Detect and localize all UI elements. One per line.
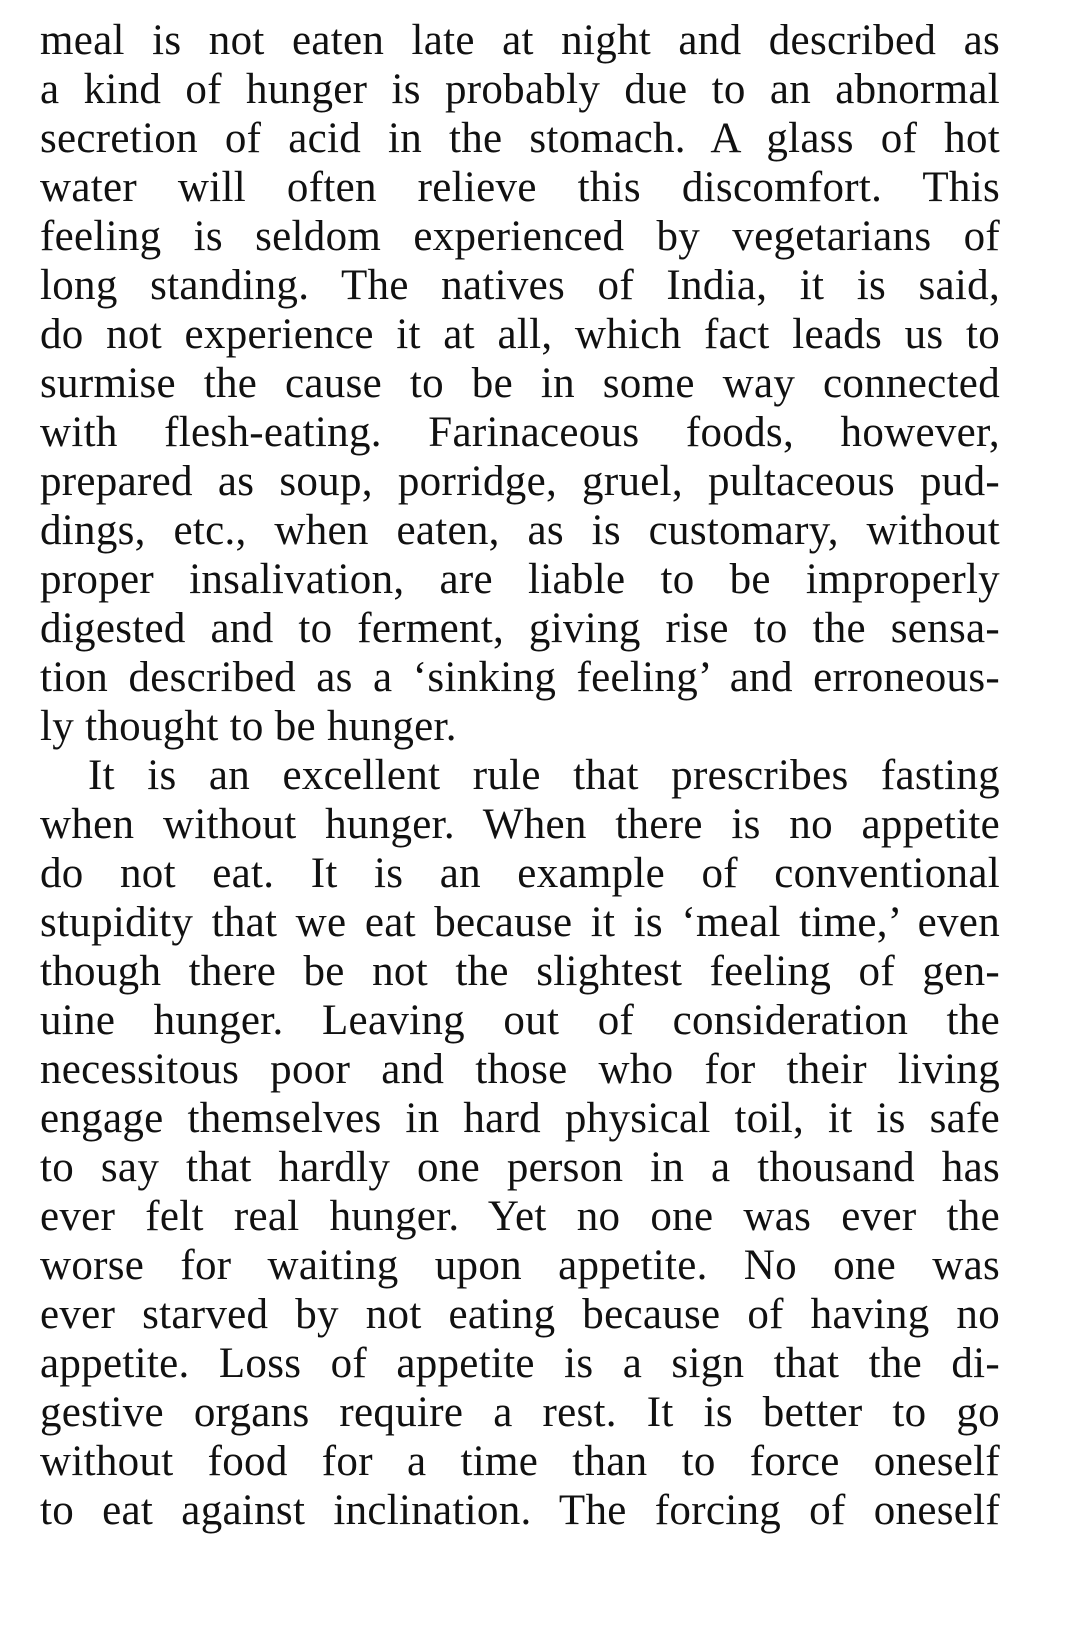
text-line: do not experience it at all, which fact leads us to (40, 311, 1000, 358)
page-text (40, 16, 1000, 1535)
paragraph-1 (40, 16, 1000, 751)
text-line: necessitous poor and those who for their living (40, 1046, 1000, 1093)
text-line: uine hunger. Leaving out of consideration the (40, 997, 1000, 1044)
text-line: to say that hardly one person in a thousand has (40, 1144, 1000, 1191)
text-line: It is an excellent rule that prescribes fasting (88, 752, 1000, 799)
text-line: without food for a time than to force oneself (40, 1438, 1000, 1485)
text-line: ever felt real hunger. Yet no one was ever the (40, 1193, 1000, 1240)
text-line: surmise the cause to be in some way connected (40, 360, 1000, 407)
text-line: do not eat. It is an example of conventional (40, 850, 1000, 897)
text-line: secretion of acid in the stomach. A glass of hot (40, 115, 1000, 162)
text-line: engage themselves in hard physical toil, it is safe (40, 1095, 1000, 1142)
text-line: gestive organs require a rest. It is better to go (40, 1389, 1000, 1436)
text-line: with flesh-eating. Farinaceous foods, however, (40, 409, 1000, 456)
text-line: worse for waiting upon appetite. No one was (40, 1242, 1000, 1289)
text-line: tion described as a ‘sinking feeling’ and erroneous- (40, 654, 1000, 701)
text-line: dings, etc., when eaten, as is customary, without (40, 507, 1000, 554)
text-line: digested and to ferment, giving rise to the sensa- (40, 605, 1000, 652)
text-line: prepared as soup, porridge, gruel, pultaceous pud- (40, 458, 1000, 505)
paragraph-2 (40, 751, 1000, 1535)
text-line: meal is not eaten late at night and described as (40, 17, 1000, 64)
text-line: to eat against inclination. The forcing of oneself (40, 1487, 1000, 1534)
text-line: long standing. The natives of India, it is said, (40, 262, 1000, 309)
text-line: proper insalivation, are liable to be improperly (40, 556, 1000, 603)
text-line: water will often relieve this discomfort. This (40, 164, 1000, 211)
text-line: feeling is seldom experienced by vegetarians of (40, 213, 1000, 260)
text-line: appetite. Loss of appetite is a sign that the di- (40, 1340, 1000, 1387)
text-line: when without hunger. When there is no appetite (40, 801, 1000, 848)
text-line: stupidity that we eat because it is ‘meal time,’ even (40, 899, 1000, 946)
text-line: a kind of hunger is probably due to an abnormal (40, 66, 1000, 113)
text-line: ever starved by not eating because of having no (40, 1291, 1000, 1338)
text-line: though there be not the slightest feeling of gen- (40, 948, 1000, 995)
text-line: ly thought to be hunger. (40, 703, 457, 750)
